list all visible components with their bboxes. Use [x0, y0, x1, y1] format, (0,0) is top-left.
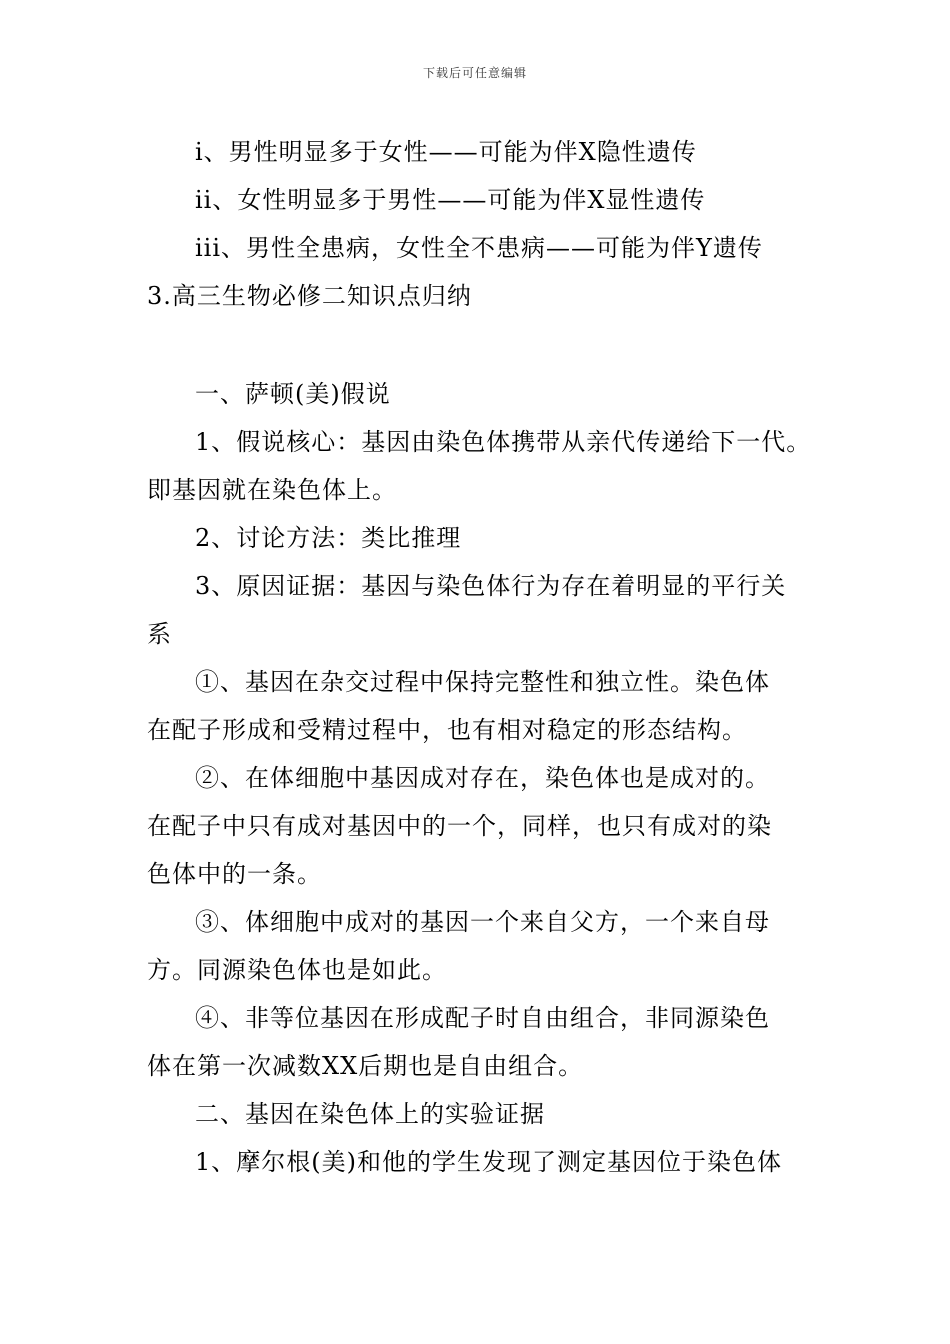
text-line: 即基因就在染色体上。 [147, 476, 397, 504]
text-line: 系 [147, 620, 172, 648]
section-heading: 3.高三生物必修二知识点归纳 [147, 282, 472, 310]
text-line: 1、摩尔根(美)和他的学生发现了测定基因位于染色体 [195, 1148, 782, 1176]
text-line: iii、男性全患病，女性全不患病——可能为伴Y遗传 [195, 234, 763, 262]
spacer [147, 320, 817, 370]
text-line: 在配子形成和受精过程中，也有相对稳定的形态结构。 [147, 716, 747, 744]
text-line: ④、非等位基因在形成配子时自由组合，非同源染色 [195, 1004, 770, 1032]
text-line: ①、基因在杂交过程中保持完整性和独立性。染色体 [195, 668, 770, 696]
text-line: 2、讨论方法：类比推理 [195, 524, 462, 552]
text-line: 体在第一次减数XX后期也是自由组合。 [147, 1052, 584, 1080]
text-line: ii、女性明显多于男性——可能为伴X显性遗传 [195, 186, 706, 214]
text-line: ②、在体细胞中基因成对存在，染色体也是成对的。 [195, 764, 770, 792]
text-line: i、男性明显多于女性——可能为伴X隐性遗传 [195, 138, 697, 166]
text-line: 色体中的一条。 [147, 860, 322, 888]
text-line: 3、原因证据：基因与染色体行为存在着明显的平行关 [195, 572, 787, 600]
text-line: 方。同源染色体也是如此。 [147, 956, 447, 984]
text-line: ③、体细胞中成对的基因一个来自父方，一个来自母 [195, 908, 770, 936]
text-line: 1、假说核心：基因由染色体携带从亲代传递给下一代。 [195, 428, 812, 456]
page-header: 下载后可任意编辑 [422, 66, 527, 80]
section-heading: 二、基因在染色体上的实验证据 [195, 1100, 545, 1128]
document-body [147, 128, 817, 1186]
section-heading: 一、萨顿(美)假说 [195, 380, 391, 408]
text-line: 在配子中只有成对基因中的一个，同样，也只有成对的染 [147, 812, 772, 840]
